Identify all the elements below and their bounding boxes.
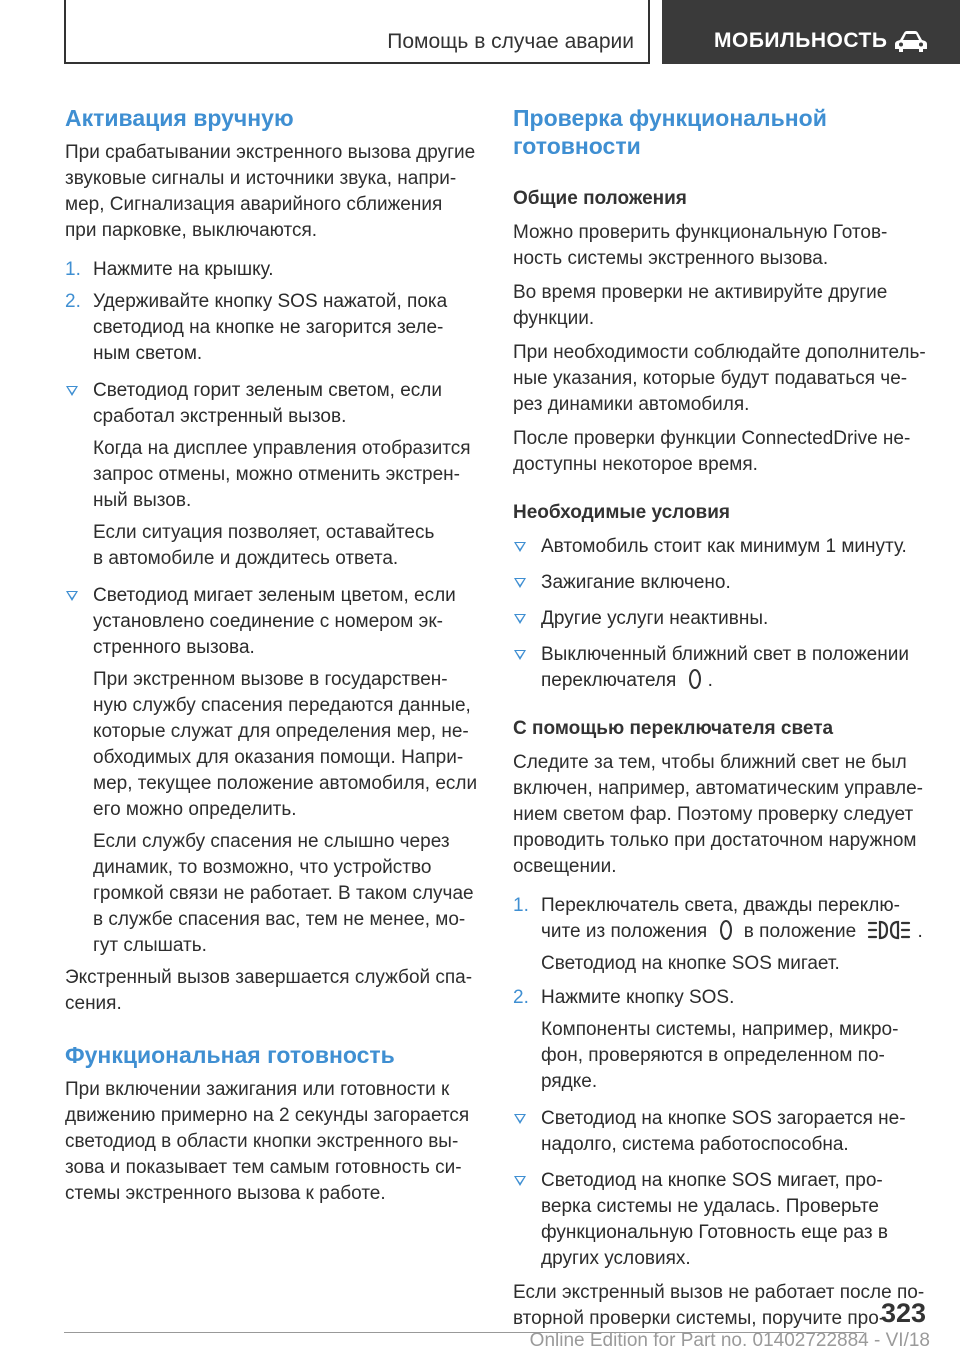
paragraph: Можно проверить функциональную Готов- ность системы экстренного вызова. xyxy=(513,222,888,269)
chapter-tab xyxy=(662,0,960,64)
switch-position-zero-icon xyxy=(719,919,733,941)
paragraph: При включении зажигания или готовности к движению примерно на 2 секунды загорается светодиод в области кнопки экстренного вы- зова и показывает тем самым готовность си- стемы экстренного вызова к работе. xyxy=(65,1079,470,1204)
car-icon xyxy=(894,30,928,54)
step-item: 2. Удерживайте кнопку SOS нажатой, пока светодиод на кнопке не загорится зеле- ным светом. xyxy=(65,291,448,364)
paragraph: Следите за тем, чтобы ближний свет не был включен, например, автоматическим управле- нием светом фар. Поэтому проверку следует проводить только при достаточном наружном освещении. xyxy=(513,752,923,877)
triangle-bullet-icon xyxy=(514,650,526,660)
paragraph: Если ситуация позволяет, оставайтесь в автомобиле и дождитесь ответа. xyxy=(93,522,435,569)
paragraph: После проверки функции ConnectedDrive не- доступны некоторое время. xyxy=(513,428,911,475)
section-title-box xyxy=(64,0,650,64)
chapter-title: МОБИЛЬНОСТЬ xyxy=(714,29,888,52)
result-item: Светодиод на кнопке SOS загорается не- надолго, система работоспособна. xyxy=(513,1106,933,1158)
step-item: 1. Переключатель света, дважды переклю- чите из положения в положение . xyxy=(513,895,923,942)
triangle-bullet-icon xyxy=(514,1176,526,1186)
footer-edition: Online Edition for Part no. 01402722884 - VI/18 xyxy=(529,1330,930,1351)
paragraph: Во время проверки не активируйте другие функции. xyxy=(513,282,888,329)
parking-light-icon xyxy=(867,919,911,941)
right-column xyxy=(513,104,933,1332)
page-header xyxy=(64,0,960,64)
paragraph: При экстренном вызове в государствен- ную службу спасения передаются данные, которые служат для определения мер, не- обходимых для оказания помощи. Напри- мер, текущее положение автомобиля, если его можно определить. xyxy=(93,669,478,820)
condition-item: Другие услуги неактивны. xyxy=(513,606,933,632)
subheading-conditions: Необходимые условия xyxy=(513,502,731,523)
left-column xyxy=(65,104,485,1207)
paragraph: Экстренный вызов завершается службой спа- сения. xyxy=(65,967,473,1014)
page-number: 323 xyxy=(880,1298,926,1328)
condition-item: Зажигание включено. xyxy=(513,570,933,596)
heading-readiness-check: Проверка функциональной готовности xyxy=(513,105,827,159)
condition-item: Выключенный ближний свет в положении переключателя . xyxy=(513,642,933,694)
result-item: Светодиод горит зеленым светом, если сработал экстренный вызов. xyxy=(65,378,485,430)
condition-item: Автомобиль стоит как минимум 1 минуту. xyxy=(513,534,933,560)
triangle-bullet-icon xyxy=(514,578,526,588)
section-title: Помощь в случае аварии xyxy=(387,30,634,53)
paragraph: При срабатывании экстренного вызова другие звуковые сигналы и источники звука, напри- мер, Сигнализация аварийного сближения при парковке, выключаются. xyxy=(65,142,476,241)
triangle-bullet-icon xyxy=(514,542,526,552)
triangle-bullet-icon xyxy=(514,1114,526,1124)
subheading-general: Общие положения xyxy=(513,188,687,209)
triangle-bullet-icon xyxy=(66,386,78,396)
subheading-light-switch: С помощью переключателя света xyxy=(513,718,834,739)
paragraph: Когда на дисплее управления отобразится запрос отмены, можно отменить экстрен- ный вызов. xyxy=(93,438,471,511)
heading-functional-readiness: Функциональная готовность xyxy=(65,1042,395,1068)
result-item: Светодиод мигает зеленым цветом, если установлено соединение с номером эк- стренного вызова. xyxy=(65,583,485,661)
paragraph: Если экстренный вызов не работает после по- вторной проверки системы, поручите про- xyxy=(513,1282,925,1329)
paragraph: Если службу спасения не слышно через динамик, то возможно, что устройство громкой связи не работает. В таком случае в службе спасения вас, тем не менее, мо- гут слышать. xyxy=(93,831,474,956)
paragraph: Светодиод на кнопке SOS мигает. xyxy=(541,953,840,974)
triangle-bullet-icon xyxy=(66,591,78,601)
paragraph: При необходимости соблюдайте дополнитель- ные указания, которые будут подаваться че- рез динамики автомобиля. xyxy=(513,342,926,415)
step-item: 1. Нажмите на крышку. xyxy=(65,259,274,280)
paragraph: Компоненты системы, например, микро- фон, проверяются в определенном по- рядке. xyxy=(541,1019,899,1092)
step-item: 2. Нажмите кнопку SOS. xyxy=(513,987,735,1008)
heading-manual-activation: Активация вручную xyxy=(65,105,294,131)
result-item: Светодиод на кнопке SOS мигает, про- верка системы не удалась. Проверьте функциональную Готовность еще раз в других условиях. xyxy=(513,1168,933,1272)
triangle-bullet-icon xyxy=(514,614,526,624)
switch-position-zero-icon xyxy=(688,668,702,690)
